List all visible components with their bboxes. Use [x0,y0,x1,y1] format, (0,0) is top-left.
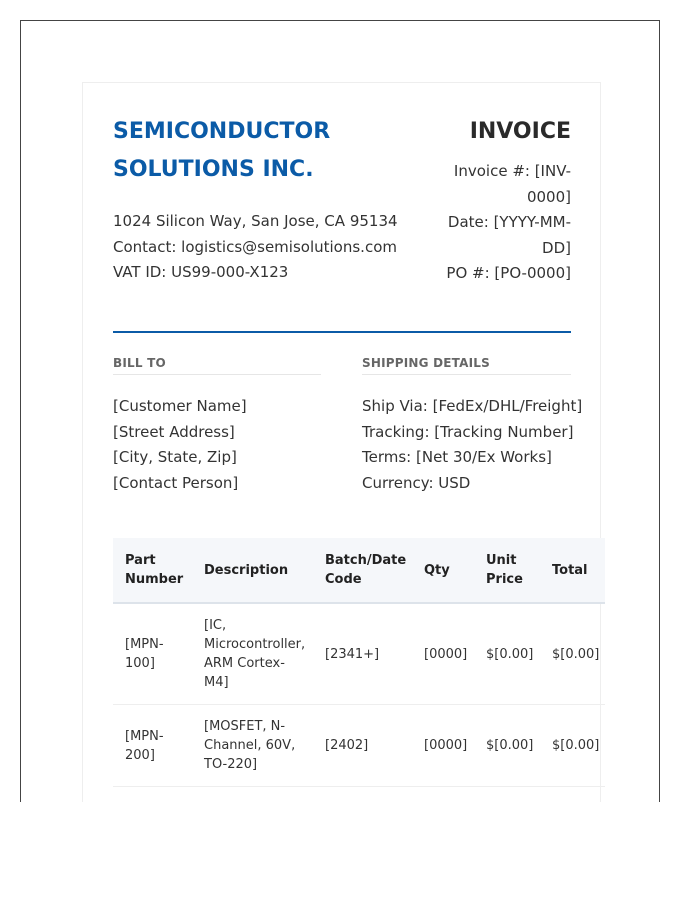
cell-description: [MOSFET, N-Channel, 60V, TO-220] [192,705,313,787]
bill-to-street-address: [Street Address] [113,422,235,441]
shipping-details-section [362,356,583,496]
bill-to-customer-name: [Customer Name] [113,397,247,415]
cell-unit-price: $[0.00] [474,705,540,787]
shipping-details-lines [362,394,583,496]
column-header-description: Description [192,538,313,603]
cell-batch-date-code: [2341+] [313,603,412,705]
invoice-title: INVOICE [469,119,571,144]
cell-batch-date-code: [2402] [313,705,412,787]
shipping-tracking: Tracking: [Tracking Number] [362,422,574,441]
company-name: SEMICONDUCTOR SOLUTIONS INC. [113,119,331,182]
bill-to-city-state-zip: [City, State, Zip] [113,448,237,466]
company-vat: VAT ID: US99-000-X123 [113,263,289,281]
bill-to-title: BILL TO [113,356,321,375]
line-items-table-wrap [113,538,605,787]
company-contact: Contact: logistics@semisolutions.com [113,237,397,256]
line-items-header [113,538,605,603]
column-header-batch-date-code: Batch/Date Code [313,538,412,603]
company-details [113,209,413,286]
table-row [113,603,605,705]
document-viewport [20,20,660,802]
column-header-total: Total [540,538,605,603]
shipping-terms: Terms: [Net 30/Ex Works] [362,448,552,466]
invoice-number: Invoice #: [INV-0000] [453,162,571,206]
company-info [113,113,413,286]
cell-total: $[0.00] [540,705,605,787]
cell-unit-price: $[0.00] [474,603,540,705]
table-row [113,705,605,787]
shipping-ship-via: Ship Via: [FedEx/DHL/Freight] [362,397,583,415]
company-address: 1024 Silicon Way, San Jose, CA 95134 [113,212,398,230]
table-header-row [113,538,605,603]
invoice-meta-block [431,113,571,287]
cell-part-number: [MPN-100] [113,603,192,705]
invoice-content [113,113,600,772]
invoice-date: Date: [YYYY-MM-DD] [447,213,571,257]
bill-to-lines [113,394,321,496]
cell-qty: [0000] [412,603,474,705]
shipping-currency: Currency: USD [362,473,471,492]
line-items-body [113,603,605,787]
invoice-header [113,113,571,333]
cell-qty: [0000] [412,705,474,787]
cell-total: $[0.00] [540,603,605,705]
bill-to-section [113,356,321,496]
invoice-meta [431,159,571,287]
shipping-details-title: SHIPPING DETAILS [362,356,571,375]
bill-to-contact-person: [Contact Person] [113,473,239,492]
cell-description: [IC, Microcontroller, ARM Cortex-M4] [192,603,313,705]
header-divider [113,331,571,333]
column-header-unit-price: Unit Price [474,538,540,603]
column-header-part-number: Part Number [113,538,192,603]
column-header-qty: Qty [412,538,474,603]
invoice-page [82,82,601,802]
cell-part-number: [MPN-200] [113,705,192,787]
invoice-po: PO #: [PO-0000] [446,264,571,282]
line-items-table [113,538,605,787]
